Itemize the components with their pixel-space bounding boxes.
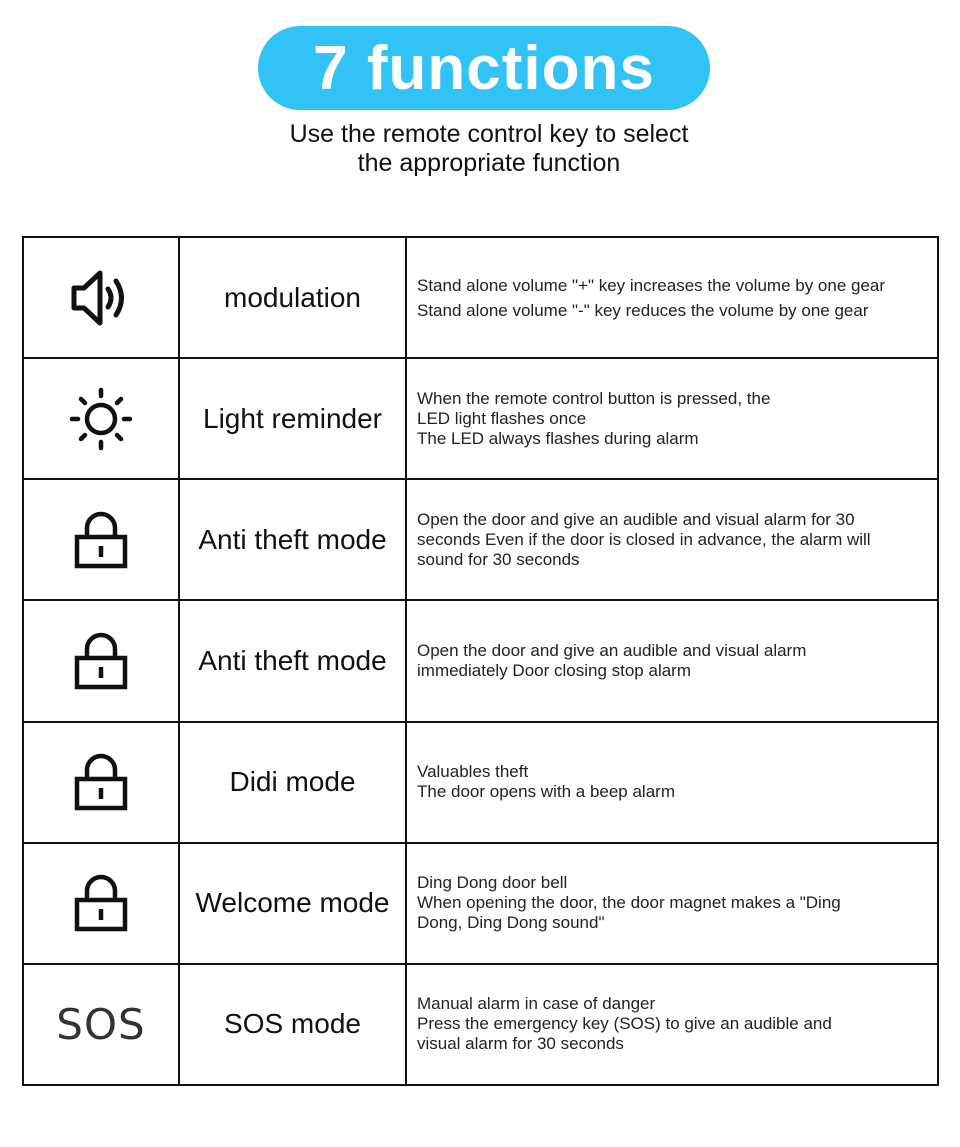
function-name: modulation	[180, 238, 407, 357]
description-line: Open the door and give an audible and visual alarm	[417, 640, 807, 660]
functions-table	[22, 236, 939, 1086]
table-row	[24, 844, 937, 965]
icon-cell	[24, 723, 180, 842]
function-name: Didi mode	[180, 723, 407, 842]
table-row	[24, 480, 937, 601]
description-line: seconds Even if the door is closed in advance, the alarm will	[417, 529, 871, 549]
sos-icon: SOS	[56, 999, 146, 1049]
description-line: sound for 30 seconds	[417, 549, 580, 569]
icon-cell	[24, 238, 180, 357]
description-line: immediately Door closing stop alarm	[417, 660, 691, 680]
icon-cell	[24, 480, 180, 599]
description-line: Manual alarm in case of danger	[417, 994, 656, 1014]
icon-cell	[24, 359, 180, 478]
table-row	[24, 238, 937, 359]
function-name: Anti theft mode	[180, 601, 407, 720]
description-line: visual alarm for 30 seconds	[417, 1034, 624, 1054]
subtitle-line-1: Use the remote control key to select	[289, 120, 689, 148]
description-line: Valuables theft	[417, 762, 529, 782]
lock-icon	[74, 874, 128, 932]
description-line: The door opens with a beep alarm	[417, 782, 675, 802]
subtitle-line-2: the appropriate function	[357, 149, 621, 177]
icon-cell	[24, 844, 180, 963]
function-name: Light reminder	[180, 359, 407, 478]
description-line: Open the door and give an audible and visual alarm for 30	[417, 509, 855, 529]
description-line: When opening the door, the door magnet makes a "Ding	[417, 893, 841, 913]
function-name: SOS mode	[180, 965, 407, 1084]
subtitle	[0, 120, 960, 178]
page-title: 7 functions	[313, 33, 655, 103]
description-line: LED light flashes once	[417, 408, 587, 428]
lock-icon	[74, 511, 128, 569]
description-line: Stand alone volume "-" key reduces the volume by one gear	[417, 300, 869, 320]
function-description	[407, 601, 937, 720]
icon-cell	[24, 601, 180, 720]
function-name: Anti theft mode	[180, 480, 407, 599]
description-line: The LED always flashes during alarm	[417, 428, 699, 448]
function-description	[407, 480, 937, 599]
description-line: Ding Dong door bell	[417, 873, 568, 893]
table-row	[24, 601, 937, 722]
speaker-volume-icon	[70, 269, 132, 327]
function-description	[407, 965, 937, 1084]
table-row	[24, 965, 937, 1084]
function-description	[407, 723, 937, 842]
description-line: When the remote control button is pressed, the	[417, 388, 771, 408]
function-description	[407, 359, 937, 478]
icon-cell	[24, 965, 180, 1084]
lock-icon	[74, 753, 128, 811]
sun-light-icon	[69, 387, 133, 451]
function-description	[407, 238, 937, 357]
description-line: Dong, Ding Dong sound"	[417, 913, 605, 933]
table-row	[24, 359, 937, 480]
function-description	[407, 844, 937, 963]
table-row	[24, 723, 937, 844]
description-line: Stand alone volume "+" key increases the volume by one gear	[417, 275, 886, 295]
title-banner	[258, 26, 710, 110]
lock-icon	[74, 632, 128, 690]
function-name: Welcome mode	[180, 844, 407, 963]
description-line: Press the emergency key (SOS) to give an audible and	[417, 1014, 832, 1034]
